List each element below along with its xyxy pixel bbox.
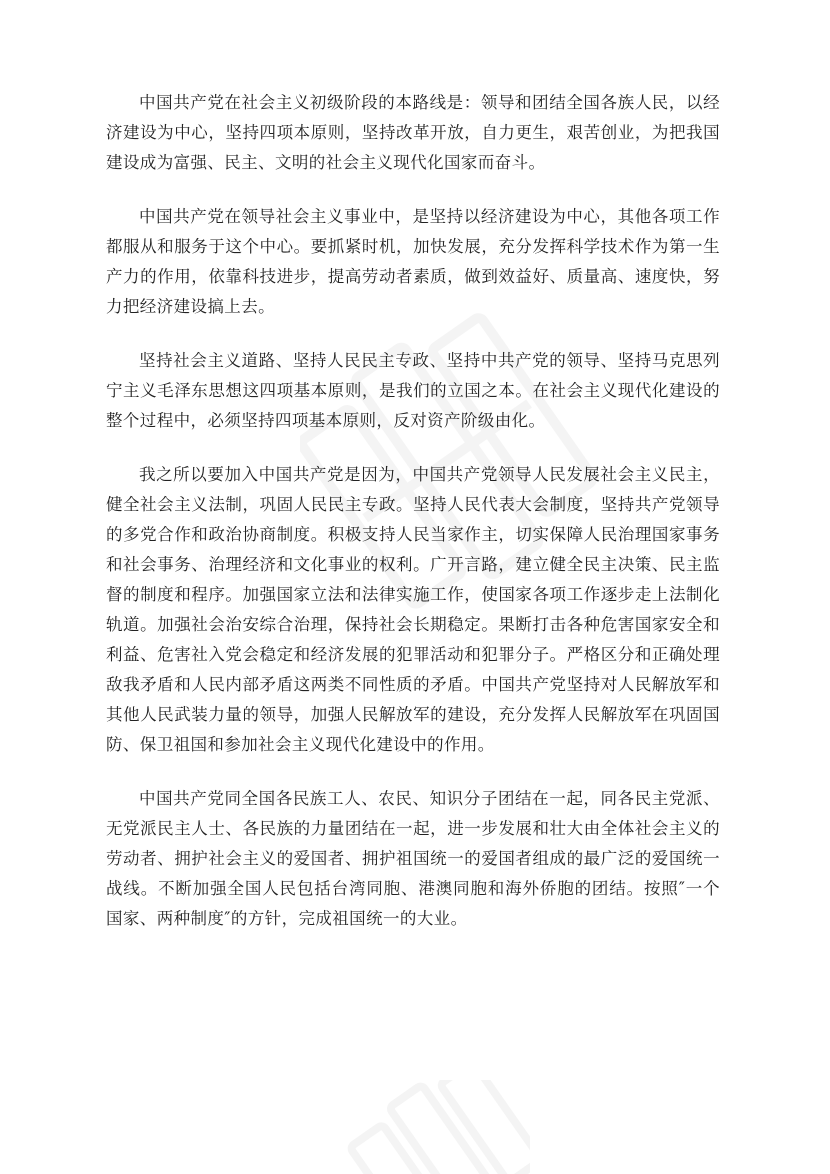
paragraph-3: 坚持社会主义道路、坚持人民民主专政、坚持中共产党的领导、坚持马克思列宁主义毛泽东思想这四项基本原则，是我们的立国之本。在社会主义现代化建设的整个过程中，必须坚持四项基本原则，反对资产阶级由化。 [106,351,720,430]
paragraph-4: 我之所以要加入中国共产党是因为，中国共产党领导人民发展社会主义民主，健全社会主义法制，巩固人民民主专政。坚持人民代表大会制度，坚持共产党领导的多党合作和政治协商制度。积极支持人民当家作主，切实保障人民治理国家事务和社会事务、治理经济和文化事业的权利。广开言路，建立健全民主决策、民主监督的制度和程序。加强国家立法和法律实施工作，使国家各项工作逐步走上法制化轨道。加强社会治安综合治理，保持社会长期稳定。果断打击各种危害国家安全和利益、危害社入党会稳定和经济发展的犯罪活动和犯罪分子。严格区分和正确处理敌我矛盾和人民内部矛盾这两类不同性质的矛盾。中国共产党坚持对人民解放军和其他人民武装力量的领导，加强人民解放军的建设，充分发挥人民解放军在巩固国防、保卫祖国和参加社会主义现代化建设中的作用。 [106,465,720,754]
paragraph-2: 中国共产党在领导社会主义事业中，是坚持以经济建设为中心，其他各项工作都服从和服务于这个中心。要抓紧时机，加快发展，充分发挥科学技术作为第一生产力的作用，依靠科技进步，提高劳动者素质，做到效益好、质量高、速度快，努力把经济建设搞上去。 [106,207,720,316]
paragraph-5: 中国共产党同全国各民族工人、农民、知识分子团结在一起，同各民主党派、无党派民主人士、各民族的力量团结在一起，进一步发展和壮大由全体社会主义的劳动者、拥护社会主义的爱国者、拥护祖国统一的爱国者组成的最广泛的爱国统一战线。不断加强全国人民包括台湾同胞、港澳同胞和海外侨胞的团结。按照″一个国家、两种制度″的方针，完成祖国统一的大业。 [106,789,720,928]
paragraph-1: 中国共产党在社会主义初级阶段的本路线是：领导和团结全国各族人民，以经济建设为中心，坚持四项本原则，坚持改革开放，自力更生，艰苦创业，为把我国建设成为富强、民主、文明的社会主义现代化国家而奋斗。 [106,93,720,172]
document-body [106,88,720,958]
watermark-graphic-bottom [330,1080,530,1174]
